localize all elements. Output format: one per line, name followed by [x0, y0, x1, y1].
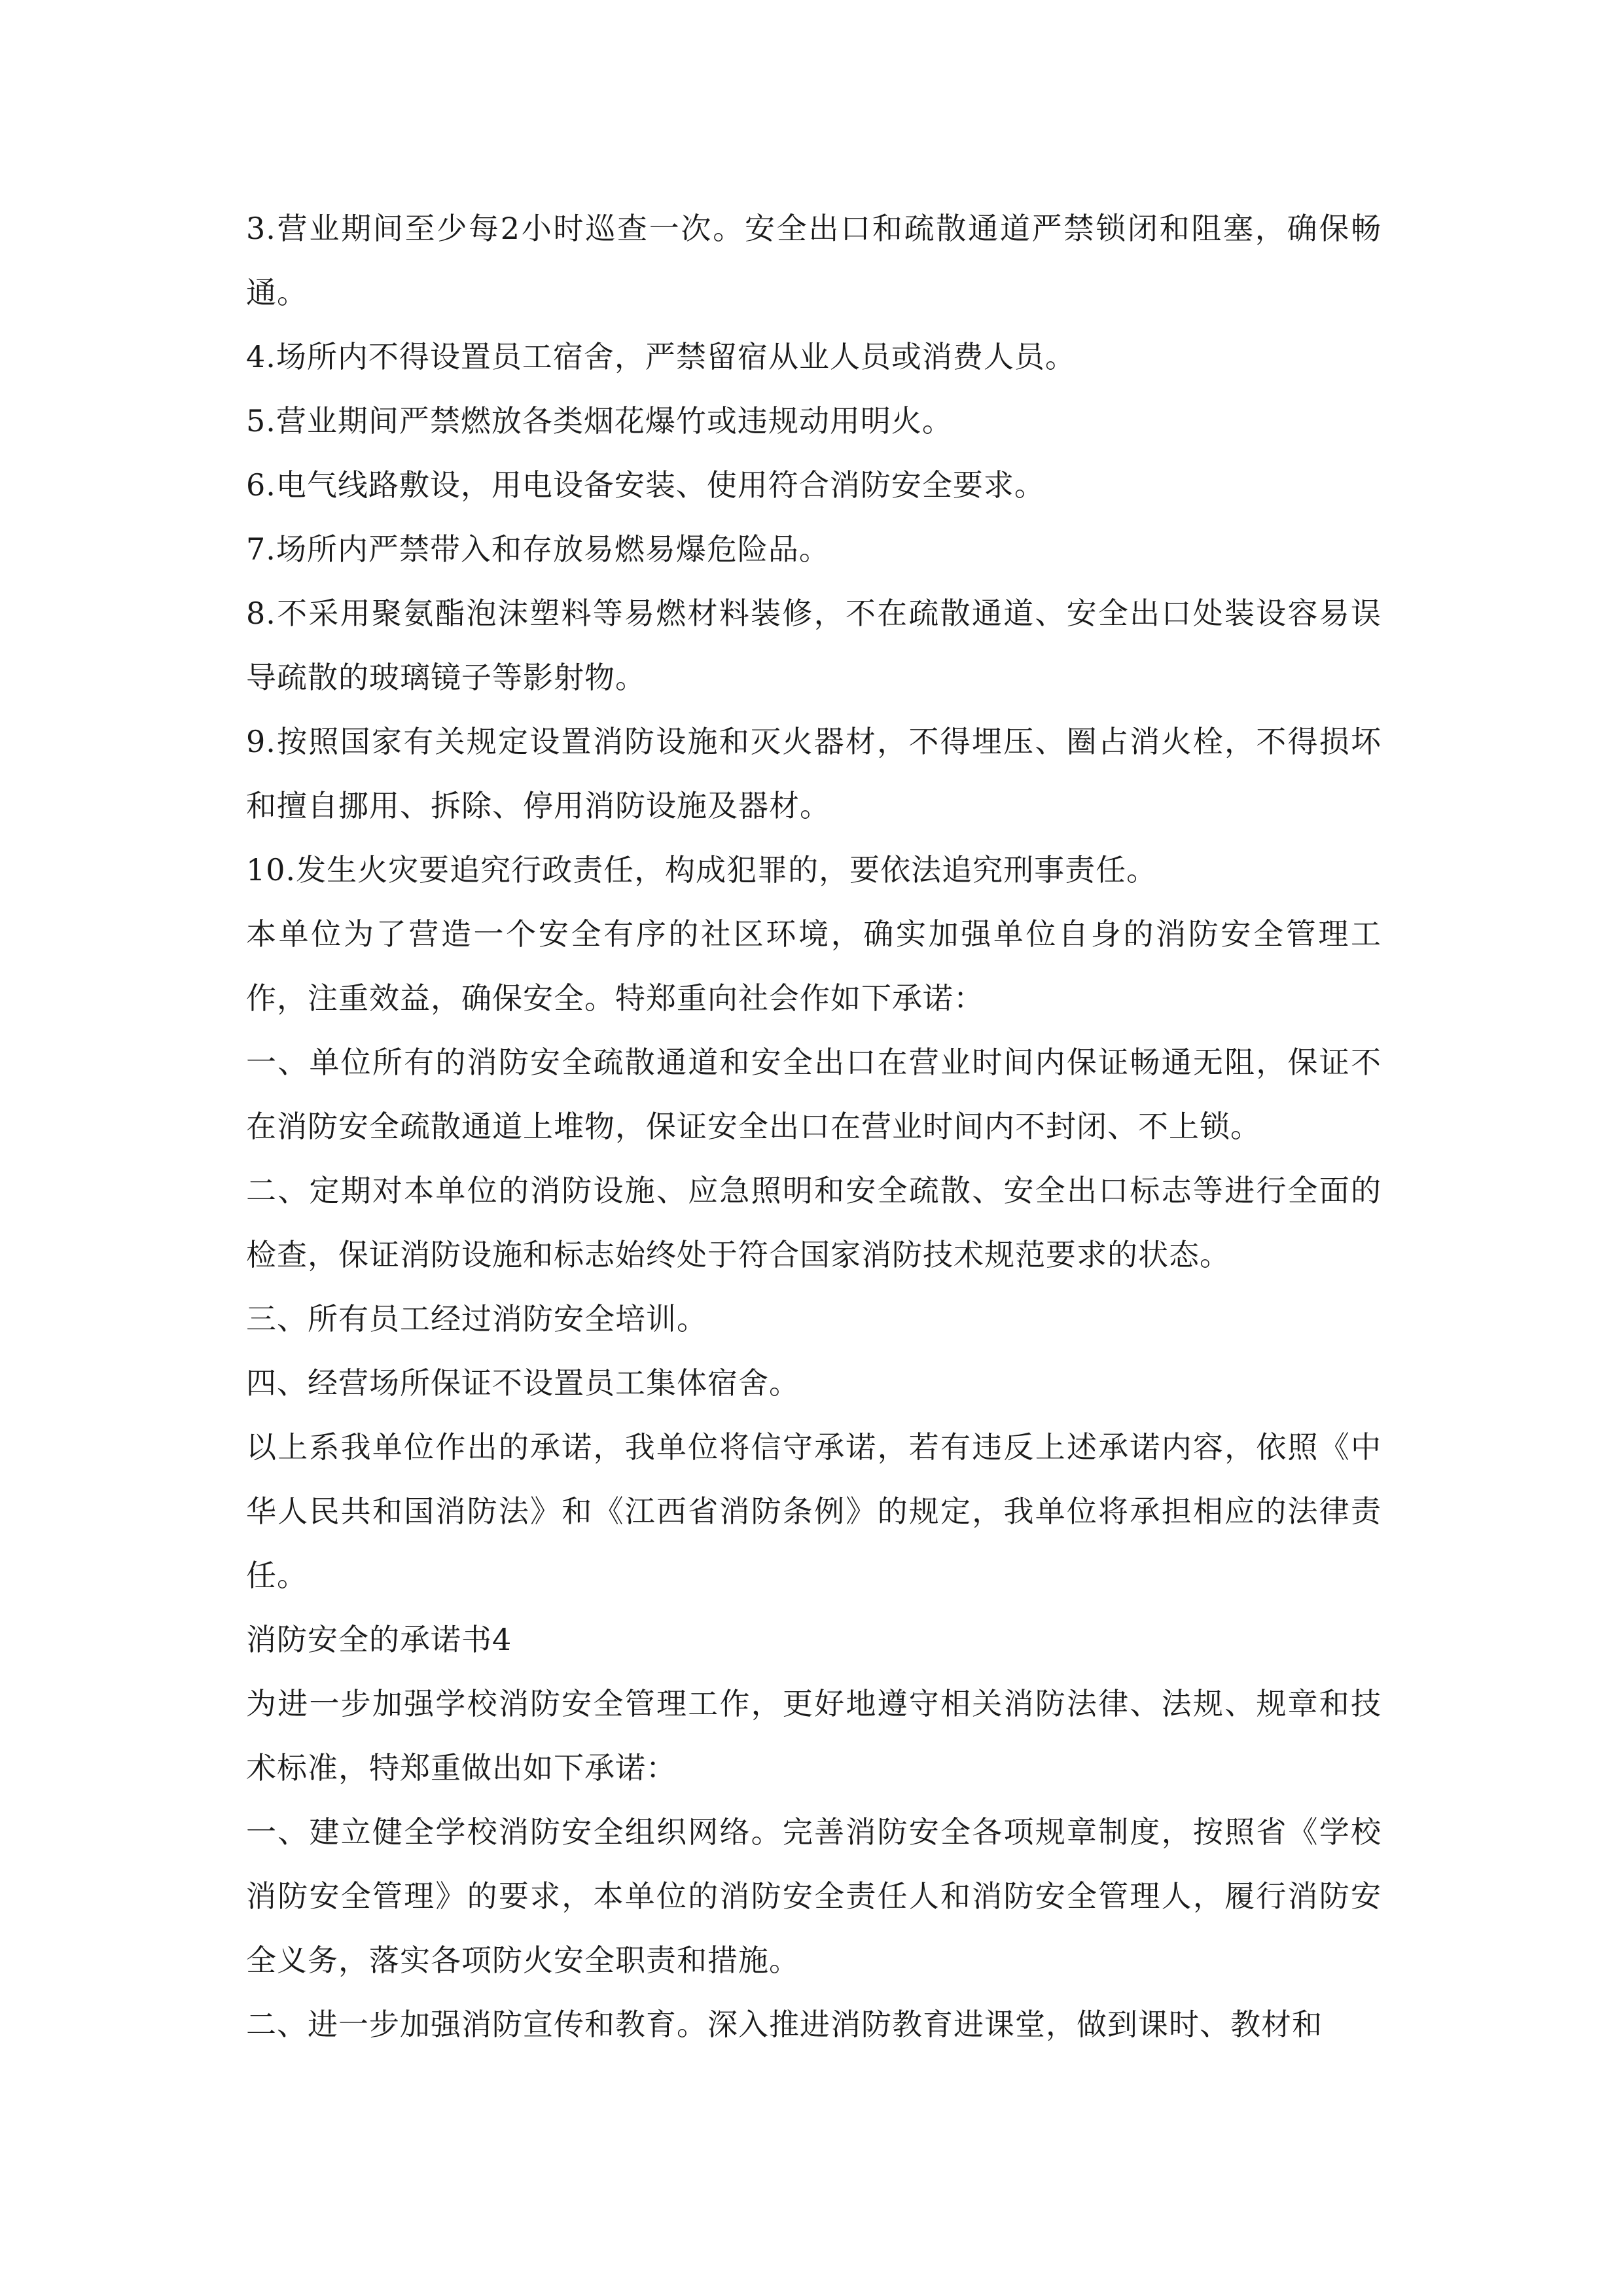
paragraph-commitment-intro: 本单位为了营造一个安全有序的社区环境，确实加强单位自身的消防安全管理工作，注重效益，确保安全。特郑重向社会作如下承诺： [246, 916, 1382, 1016]
paragraph-commitment-1: 一、单位所有的消防安全疏散通道和安全出口在营业时间内保证畅通无阻，保证不在消防安全疏散通道上堆物，保证安全出口在营业时间内不封闭、不上锁。 [246, 1045, 1382, 1144]
paragraph-item-10: 10.发生火灾要追究行政责任，构成犯罪的，要依法追究刑事责任。 [246, 852, 1158, 888]
document-body [246, 196, 1382, 2056]
paragraph-item-9: 9.按照国家有关规定设置消防设施和灭火器材，不得埋压、圈占消火栓，不得损坏和擅自挪用、拆除、停用消防设施及器材。 [246, 724, 1382, 823]
paragraph-commitment-3: 三、所有员工经过消防安全培训。 [246, 1301, 707, 1336]
paragraph-item-3: 3.营业期间至少每2小时巡查一次。安全出口和疏散通道严禁锁闭和阻塞，确保畅通。 [246, 211, 1382, 310]
paragraph-item-7: 7.场所内严禁带入和存放易燃易爆危险品。 [246, 531, 830, 567]
paragraph-item-4: 4.场所内不得设置员工宿舍，严禁留宿从业人员或消费人员。 [246, 339, 1076, 374]
paragraph-school-1: 一、建立健全学校消防安全组织网络。完善消防安全各项规章制度，按照省《学校消防安全管理》的要求，本单位的消防安全责任人和消防安全管理人，履行消防安全义务，落实各项防火安全职责和措施。 [246, 1814, 1382, 1978]
paragraph-commitment-2: 二、定期对本单位的消防设施、应急照明和安全疏散、安全出口标志等进行全面的检查，保证消防设施和标志始终处于符合国家消防技术规范要求的状态。 [246, 1173, 1382, 1272]
paragraph-school-intro: 为进一步加强学校消防安全管理工作，更好地遵守相关消防法律、法规、规章和技术标准，特郑重做出如下承诺： [246, 1686, 1382, 1785]
paragraph-item-5: 5.营业期间严禁燃放各类烟花爆竹或违规动用明火。 [246, 403, 953, 439]
paragraph-commitment-closing: 以上系我单位作出的承诺，我单位将信守承诺，若有违反上述承诺内容，依照《中华人民共和国消防法》和《江西省消防条例》的规定，我单位将承担相应的法律责任。 [246, 1429, 1382, 1593]
paragraph-commitment-4: 四、经营场所保证不设置员工集体宿舍。 [246, 1365, 800, 1401]
paragraph-item-6: 6.电气线路敷设，用电设备安装、使用符合消防安全要求。 [246, 467, 1045, 503]
paragraph-school-2: 二、进一步加强消防宣传和教育。深入推进消防教育进课堂，做到课时、教材和 [246, 2007, 1323, 2042]
paragraph-item-8: 8.不采用聚氨酯泡沫塑料等易燃材料装修，不在疏散通道、安全出口处装设容易误导疏散的玻璃镜子等影射物。 [246, 596, 1382, 695]
section-heading: 消防安全的承诺书4 [246, 1622, 512, 1657]
